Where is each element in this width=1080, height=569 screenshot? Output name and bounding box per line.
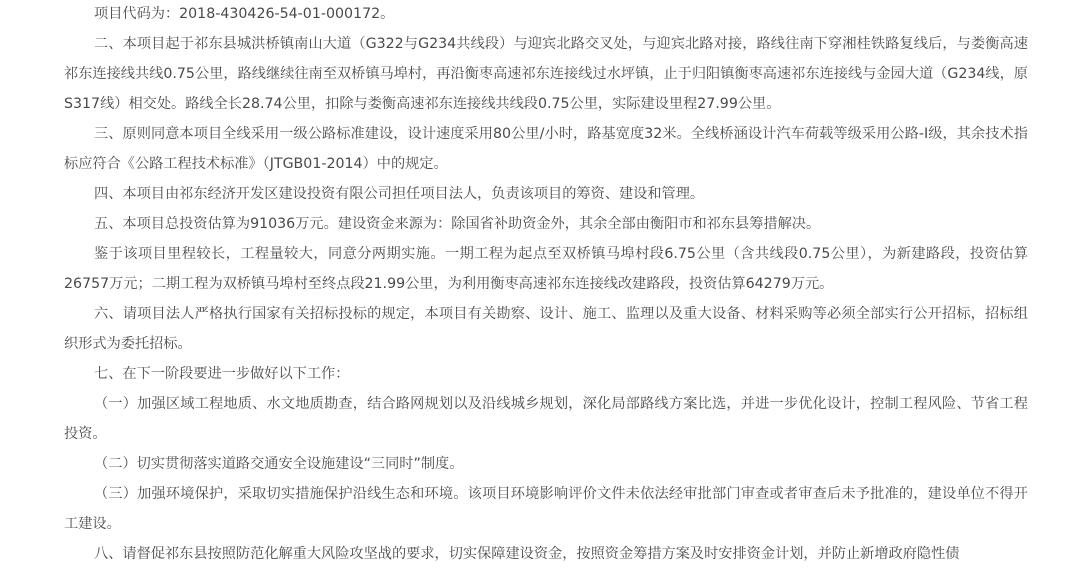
paragraph-project-legal-person: 四、本项目由祁东经济开发区建设投资有限公司担任项目法人，负责该项目的筹资、建设和管理。 [94, 186, 705, 202]
paragraph-traffic-safety: （二）切实贯彻落实道路交通安全设施建设“三同时”制度。 [94, 456, 464, 472]
paragraph-environmental-protection: （三）加强环境保护，采取切实措施保护沿线生态和环境。该项目环境影响评价文件未依法经审批部门审查或者审查后未予批准的，建设单位不得开工建设。 [64, 486, 1028, 532]
document-body [64, 0, 1028, 569]
paragraph-project-code: 项目代码为：2018-430426-54-01-000172。 [94, 6, 395, 22]
paragraph-geological-survey: （一）加强区域工程地质、水文地质勘查，结合路网规划以及沿线城乡规划，深化局部路线方案比选，并进一步优化设计，控制工程风险、节省工程投资。 [64, 396, 1028, 442]
paragraph-phased-implementation: 鉴于该项目里程较长，工程量较大，同意分两期实施。一期工程为起点至双桥镇马埠村段6.75公里（含共线段0.75公里），为新建路段，投资估算26757万元；二期工程为双桥镇马埠村至终点段21.99公里，为利用衡枣高速祁东连接线改建路段，投资估算64279万元。 [64, 246, 1028, 292]
paragraph-investment-estimate: 五、本项目总投资估算为91036万元。建设资金来源为：除国省补助资金外，其余全部由衡阳市和祁东县筹措解决。 [94, 216, 821, 232]
paragraph-route-description: 二、本项目起于祁东县城洪桥镇南山大道（G322与G234共线段）与迎宾北路交叉处，与迎宾北路对接，路线往南下穿湘桂铁路复线后，与娄衡高速祁东连接线共线0.75公里，路线继续往南至双桥镇马埠村，再沿衡枣高速祁东连接线过水坪镇，止于归阳镇衡枣高速祁东连接线与金园大道（G234线，原S317线）相交处。路线全长28.74公里，扣除与娄衡高速祁东连接线共线段0.75公里，实际建设里程27.99公里。 [64, 36, 1028, 112]
paragraph-technical-standard: 三、原则同意本项目全线采用一级公路标准建设，设计速度采用80公里/小时，路基宽度32米。全线桥涵设计汽车荷载等级采用公路-Ⅰ级，其余技术指标应符合《公路工程技术标准》（JTGB01-2014）中的规定。 [64, 126, 1028, 172]
paragraph-next-stage-heading: 七、在下一阶段要进一步做好以下工作： [94, 366, 350, 382]
paragraph-bidding-rules: 六、请项目法人严格执行国家有关招标投标的规定，本项目有关勘察、设计、施工、监理以及重大设备、材料采购等必须全部实行公开招标，招标组织形式为委托招标。 [64, 306, 1028, 352]
paragraph-funding-supervision: 八、请督促祁东县按照防范化解重大风险攻坚战的要求，切实保障建设资金，按照资金筹措方案及时安排资金计划，并防止新增政府隐性债 [94, 546, 960, 562]
